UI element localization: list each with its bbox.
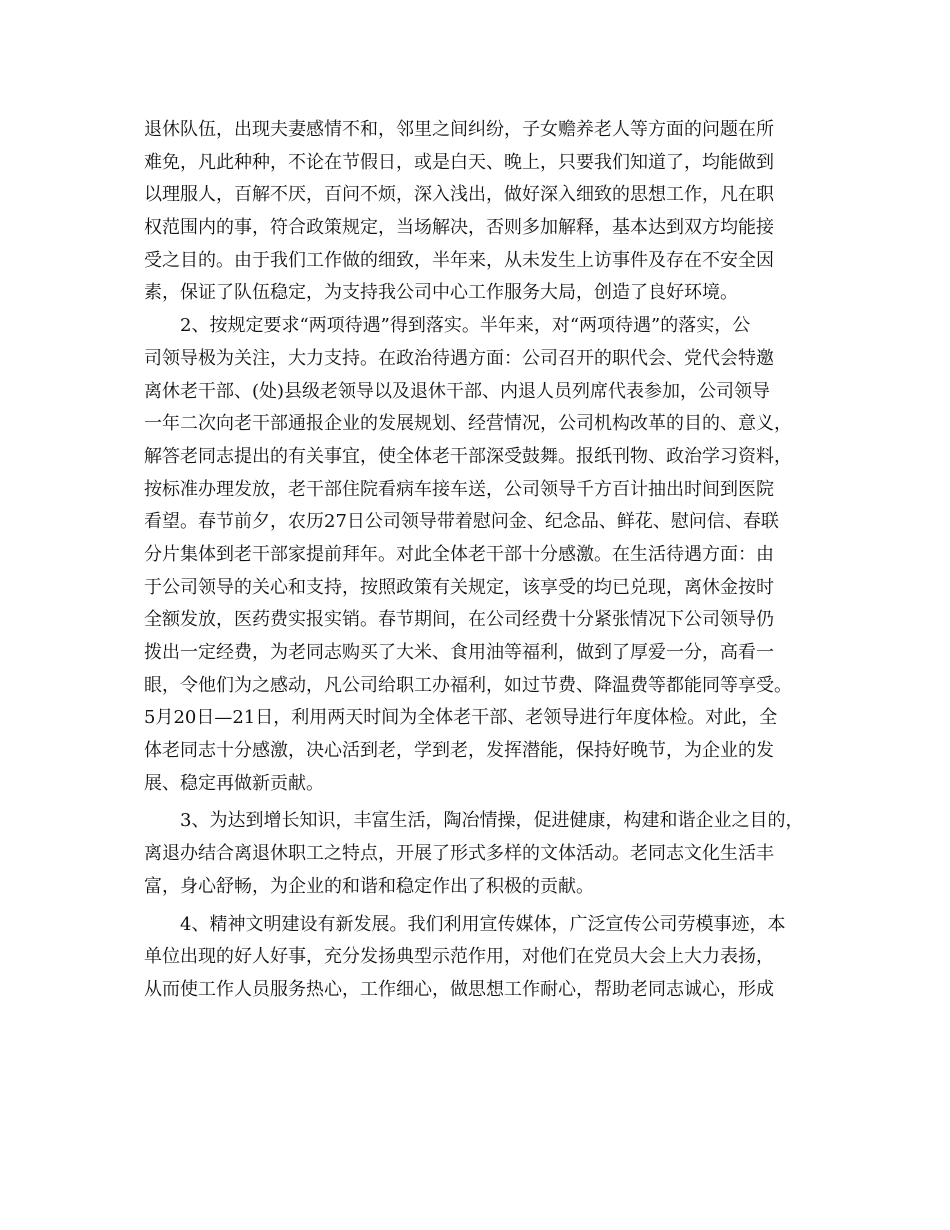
text-line: 分片集体到老干部家提前拜年。对此全体老干部十分感激。在生活待遇方面：由 [144,543,774,565]
text-line: 拨出一定经费，为老同志购买了大米、食用油等福利，做到了厚爱一分，高看一 [144,642,774,663]
text-line: 难免，凡此种种，不论在节假日，或是白天、晚上，只要我们知道了，均能做到 [144,151,774,173]
text-line: 于公司领导的关心和支持，按照政策有关规定，该享受的均已兑现，离休金按时 [144,576,774,598]
text-line: 离退办结合离退休职工之特点，开展了形式多样的文体活动。老同志文化生活丰 [144,843,774,865]
text-line: 素，保证了队伍稳定，为支持我公司中心工作服务大局，创造了良好环境。 [144,282,738,304]
text-line: 一年二次向老干部通报企业的发展规划、经营情况，公司机构改革的目的、意义， [144,413,792,435]
text-line: 体老同志十分感激，决心活到老，学到老，发挥潜能，保持好晚节，为企业的发 [144,740,774,762]
document-body [144,114,804,1007]
text-line: 按标准办理发放，老干部住院看病车接车送，公司领导千方百计抽出时间到医院 [144,478,774,500]
paragraph-spiritual-civilization [144,909,804,1007]
text-line: 退休队伍，出现夫妻感情不和，邻里之间纠纷，子女赡养老人等方面的问题在所 [144,119,774,140]
text-line: 从而使工作人员服务热心，工作细心，做思想工作耐心，帮助老同志诚心，形成 [144,978,774,1000]
text-line: 3、为达到增长知识，丰富生活，陶冶情操，促进健康，构建和谐企业之目的， [180,810,804,832]
text-line: 看望。春节前夕，农历27日公司领导带着慰问金、纪念品、鲜花、慰问信、春联 [144,511,779,533]
text-line: 展、稳定再做新贡献。 [144,772,324,794]
text-line: 离休老干部、(处)县级老领导以及退休干部、内退人员列席代表参加，公司领导 [144,380,771,402]
text-line: 以理服人，百解不厌，百问不烦，深入浅出，做好深入细致的思想工作，凡在职 [144,184,774,206]
text-line: 全额发放，医药费实报实销。春节期间，在公司经费十分紧张情况下公司领导仍 [144,609,774,631]
text-line: 权范围内的事，符合政策规定，当场解决，否则多加解释，基本达到双方均能接 [144,217,774,239]
text-line: 眼，令他们为之感动，凡公司给职工办福利，如过节费、降温费等都能同等享受。 [144,674,792,696]
text-line: 2、按规定要求“两项待遇”得到落实。半年来，对“两项待遇”的落实，公 [180,315,751,337]
text-line: 单位出现的好人好事，充分发扬典型示范作用，对他们在党员大会上大力表扬， [144,946,774,968]
text-line: 4、精神文明建设有新发展。我们利用宣传媒体，广泛宣传公司劳模事迹，本 [180,913,786,935]
text-line: 司领导极为关注，大力支持。在政治待遇方面：公司召开的职代会、党代会特邀 [144,347,774,369]
text-line: 受之目的。由于我们工作做的细致，半年来，从未发生上访事件及存在不安全因 [144,249,774,271]
paragraph-cultural-activities [144,805,804,903]
text-line: 解答老同志提出的有关事宜，使全体老干部深受鼓舞。报纸刊物、政治学习资料， [144,445,792,467]
paragraph-two-treatments [144,310,804,800]
text-line: 富，身心舒畅，为企业的和谐和稳定作出了积极的贡献。 [144,875,594,897]
paragraph-continuation [144,114,804,310]
text-line: 5月20日—21日，利用两天时间为全体老干部、老领导进行年度体检。对此，全 [144,707,778,729]
